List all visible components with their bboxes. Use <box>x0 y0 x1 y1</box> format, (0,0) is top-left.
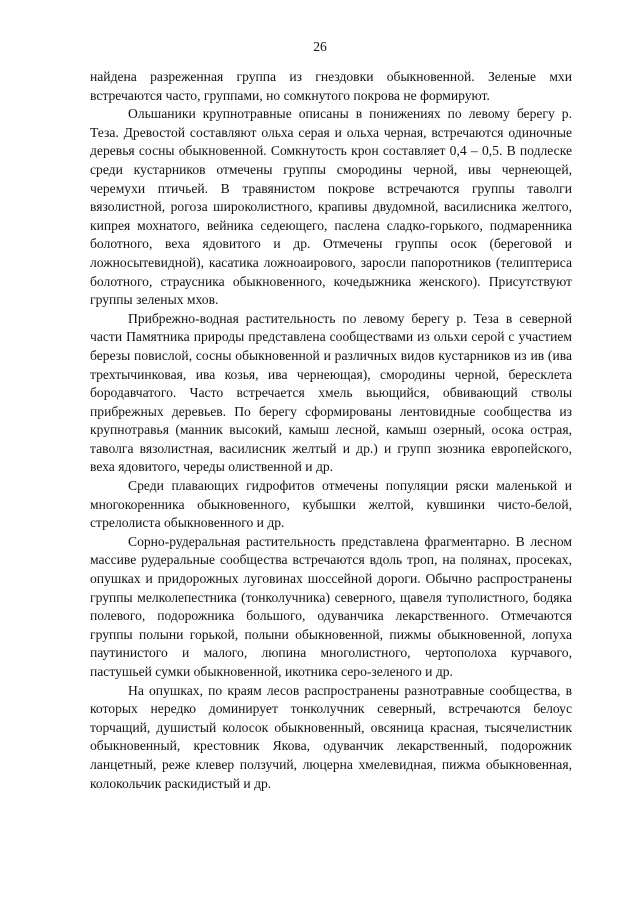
paragraph-continuation: найдена разреженная группа из гнездовки обыкновенной. Зеленые мхи встречаются часто, группами, но сомкнутого покрова не формируют. <box>90 69 572 103</box>
page-number: 26 <box>313 39 327 54</box>
paragraph-alder-forests: Ольшаники крупнотравные описаны в понижениях по левому берегу р. Теза. Древостой составляют ольха серая и ольха черная, встречаются одиночные деревья сосны обыкновенной. Сомкнутость крон составляет 0,4 – 0,5. В подлеске среди кустарников отмечены группы смородины черной, ивы чернеющей, черемухи птичьей. В травянистом покрове встречаются группы таволги вязолистной, рогоза широколистного, крапивы двудомной, василисника желтого, кипрея мохнатого, вейника седеющего, паслена сладко-горького, подмаренника болотного, веха ядовитого и др. Отмечены группы осок (береговой и ложносытевидной), касатика ложноаирового, заросли папоротников (телиптериса болотного, страусника обыкновенного, кочедыжника женского). Присутствуют группы зеленых мхов. <box>90 106 572 308</box>
body-text <box>90 68 572 793</box>
paragraph-floating-hydrophytes: Среди плавающих гидрофитов отмечены популяции ряски маленькой и многокоренника обыкновенного, кубышки желтой, кувшинки чисто-белой, стрелолиста обыкновенного и др. <box>90 478 572 531</box>
paragraph-ruderal-vegetation: Сорно-рудеральная растительность представлена фрагментарно. В лесном массиве рудеральные сообщества встречаются вдоль троп, на полянах, просеках, опушках и придорожных луговинах шоссейной дороги. Обычно распространены группы мелколепестника (тонколучника) северного, щавеля туполистного, бодяка полевого, подорожника большого, одуванчика лекарственного. Отмечаются группы полыни горькой, полыни обыкновенной, пижмы обыкновенной, лопуха паутинистого и малого, люпина многолистного, чертополоха курчавого, пастушьей сумки обыкновенной, икотника серо-зеленого и др. <box>90 533 572 679</box>
paragraph-forest-edges: На опушках, по краям лесов распространены разнотравные сообщества, в которых нередко доминирует тонколучник северный, встречаются белоус торчащий, душистый колосок обыкновенный, овсяница красная, тысячелистник обыкновенный, крестовник Якова, одуванчик лекарственный, подорожник ланцетный, реже клевер ползучий, люцерна хмелевидная, пижма обыкновенная, колокольчик раскидистый и др. <box>90 682 572 791</box>
paragraph-riparian-vegetation: Прибрежно-водная растительность по левому берегу р. Теза в северной части Памятника природы представлена сообществами из ольхи серой с участием березы повислой, сосны обыкновенной и различных видов кустарников из ив (ива трехтычинковая, ива козья, ива чернеющая), смородины черной, бересклета бородавчатого. Часто встречается хмель вьющийся, обвивающий стволы прибрежных деревьев. По берегу сформированы лентовидные сообщества из крупнотравья (манник высокий, камыш лесной, камыш озерный, осока острая, таволга вязолистная, василисник желтый и др.) и групп зюзника европейского, веха ядовитого, череды олиственной и др. <box>90 310 572 475</box>
